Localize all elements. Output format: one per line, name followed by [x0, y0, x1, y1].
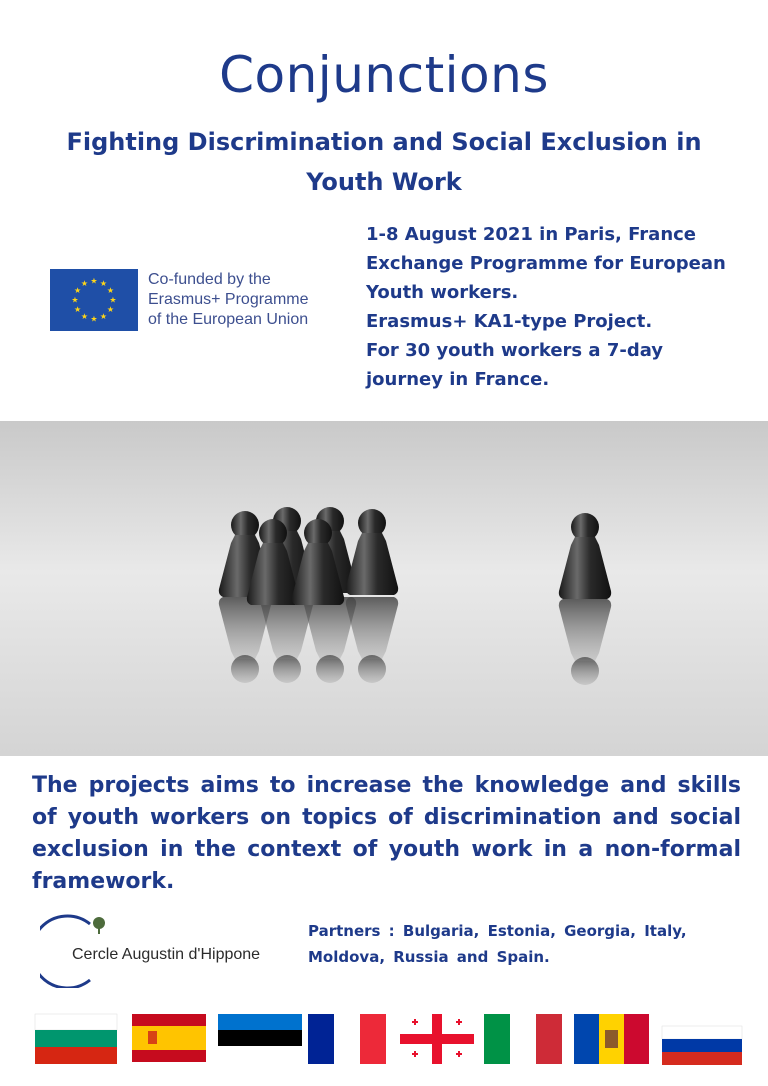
page-title: Conjunctions	[219, 46, 549, 104]
event-info	[366, 220, 756, 394]
eu-star-icon: ★	[80, 279, 89, 289]
flag-france	[308, 1014, 386, 1064]
event-info-line: 1-8 August 2021 in Paris, France	[366, 224, 697, 245]
partners-text: Partners : Bulgaria, Estonia, Georgia, Italy, Moldova, Russia and Spain.	[308, 922, 687, 966]
eu-star-icon: ★	[109, 295, 117, 305]
event-info-line: Youth workers.	[366, 282, 519, 303]
erasmus-logo	[40, 262, 344, 338]
event-info-line: For 30 youth workers a 7-day	[366, 340, 664, 361]
eu-star-icon: ★	[80, 311, 89, 321]
project-description: The projects aims to increase the knowledge and skills of youth workers on topics of discrimination and social exclusion in the context of youth work in a non-formal framework.	[32, 773, 741, 894]
eu-star-icon: ★	[90, 276, 98, 286]
subtitle: Fighting Discrimination and Social Exclusion in Youth Work	[66, 128, 702, 196]
event-info-line: journey in France.	[366, 369, 550, 390]
eu-star-icon: ★	[90, 314, 98, 324]
flag-estonia	[218, 1014, 302, 1062]
eu-flag-icon	[50, 269, 138, 331]
erasmus-logo-line: of the European Union	[148, 311, 309, 328]
pawns-photo	[0, 421, 768, 756]
organization-name: Cercle Augustin d'Hippone	[72, 946, 261, 963]
flag-moldova	[574, 1014, 649, 1064]
eu-star-icon: ★	[99, 279, 108, 289]
partner-flags	[0, 1010, 768, 1070]
erasmus-logo-line: Co-funded by the	[148, 271, 271, 288]
erasmus-logo-text	[148, 270, 309, 330]
eu-star-icon: ★	[71, 295, 79, 305]
eu-star-icon: ★	[106, 305, 115, 314]
tree-icon	[90, 916, 108, 936]
flag-bulgaria	[35, 1014, 117, 1064]
event-info-line: Erasmus+ KA1-type Project.	[366, 311, 653, 332]
flag-spain	[132, 1014, 206, 1062]
eu-star-icon: ★	[106, 286, 115, 295]
event-info-line: Exchange Programme for European	[366, 253, 726, 274]
erasmus-logo-line: Erasmus+ Programme	[148, 291, 309, 308]
organization-logo	[40, 914, 280, 988]
flag-russia	[662, 1026, 742, 1065]
flag-italy	[484, 1014, 562, 1064]
flag-georgia	[400, 1014, 474, 1064]
eu-star-icon: ★	[99, 311, 108, 321]
eu-star-icon: ★	[73, 305, 82, 314]
eu-star-icon: ★	[73, 286, 82, 295]
